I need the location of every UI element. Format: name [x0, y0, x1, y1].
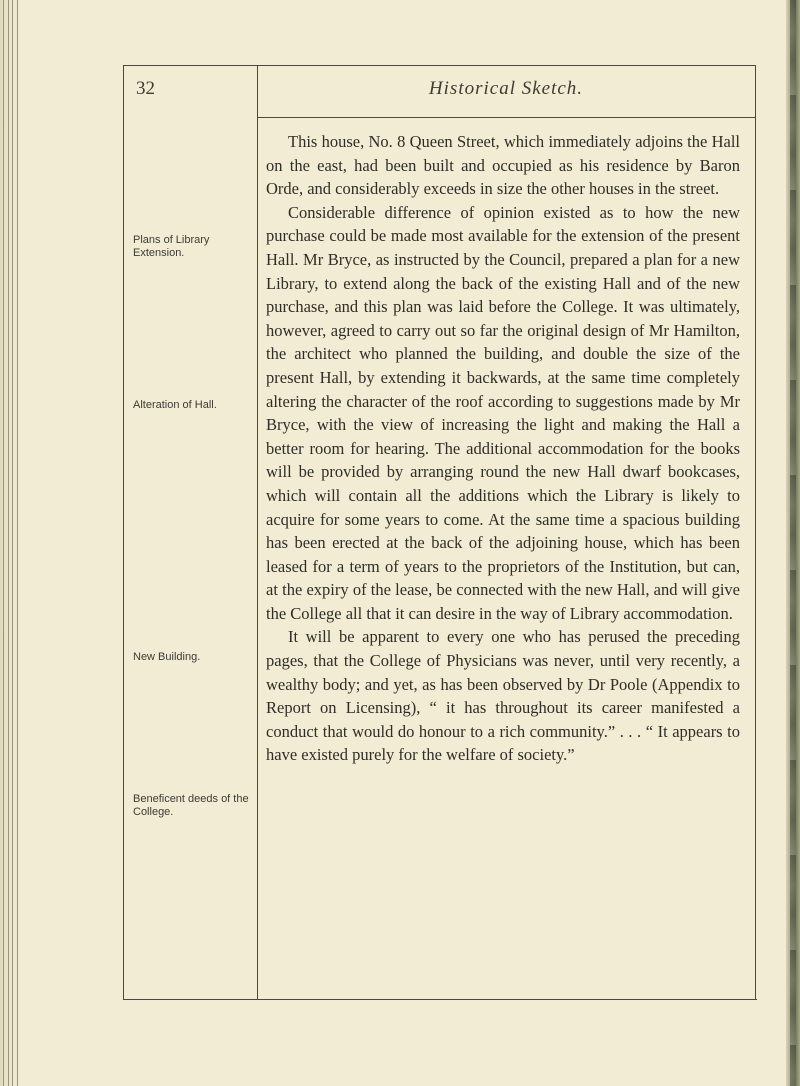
paragraph: It will be apparent to every one who has perused the preceding pages, that the College of Physicians was never, until very recently, a wealthy body; and yet, as has been observed by Dr Poole (Appendix to Report on Licensing), “ it has throughout its career manifested a conduct that would do honour to a rich community.” . . . “ It appears to have existed purely for the welfare of society.”: [266, 627, 740, 765]
spine-line: [3, 0, 4, 1086]
frame-bottom-rule: [123, 999, 757, 1000]
main-text: [266, 130, 740, 767]
frame-right-rule: [755, 65, 756, 1000]
spine-line: [12, 0, 13, 1086]
margin-note-new-building: New Building.: [133, 651, 201, 663]
paragraph: Considerable difference of opinion existed as to how the new purchase could be made most available for the extension of the present Hall. Mr Bryce, as instructed by the Council, prepared a plan for a new Library, to extend along the back of the existing Hall and of the new purchase, and this plan was laid before the College. It was ultimately, however, agreed to carry out so far the original design of Mr Hamilton, the architect who planned the building, and double the size of the present Hall, by extending it backwards, at the same time completely altering the character of the roof according to suggestions made by Mr Bryce, with the view of increasing the light and making the Hall a better room for hearing. The additional accommodation for the books will be provided by arranging round the new Hall dwarf bookcases, which will contain all the additions which the Library is likely to acquire for some years to come. At the same time a spacious building has been erected at the back of the adjoining house, which has been leased for a term of years to the proprietors of the Institution, but can, at the expiry of the lease, be connected with the new Hall, and will give the College all that it can desire in the way of Library accommodation.: [266, 202, 740, 623]
running-head: Historical Sketch.: [428, 78, 584, 99]
margin-column-rule: [257, 65, 258, 1000]
margin-note-beneficent-deeds: Beneficent deeds of the College.: [133, 793, 249, 818]
margin-note-library-extension: Plans of Library Extension.: [133, 234, 210, 259]
page-edge-dark: [790, 0, 796, 1086]
header-rule: [257, 117, 755, 118]
spine-line: [17, 0, 18, 1086]
spine-line: [8, 0, 9, 1086]
frame-top-rule: [123, 65, 755, 66]
page-number: 32: [136, 78, 155, 99]
margin-note-alteration-of-hall: Alteration of Hall.: [133, 399, 217, 411]
paragraph: This house, No. 8 Queen Street, which immediately adjoins the Hall on the east, had been built and occupied as his residence by Baron Orde, and considerably exceeds in size the other houses in the street.: [266, 132, 740, 199]
frame-left-rule: [123, 65, 124, 1000]
